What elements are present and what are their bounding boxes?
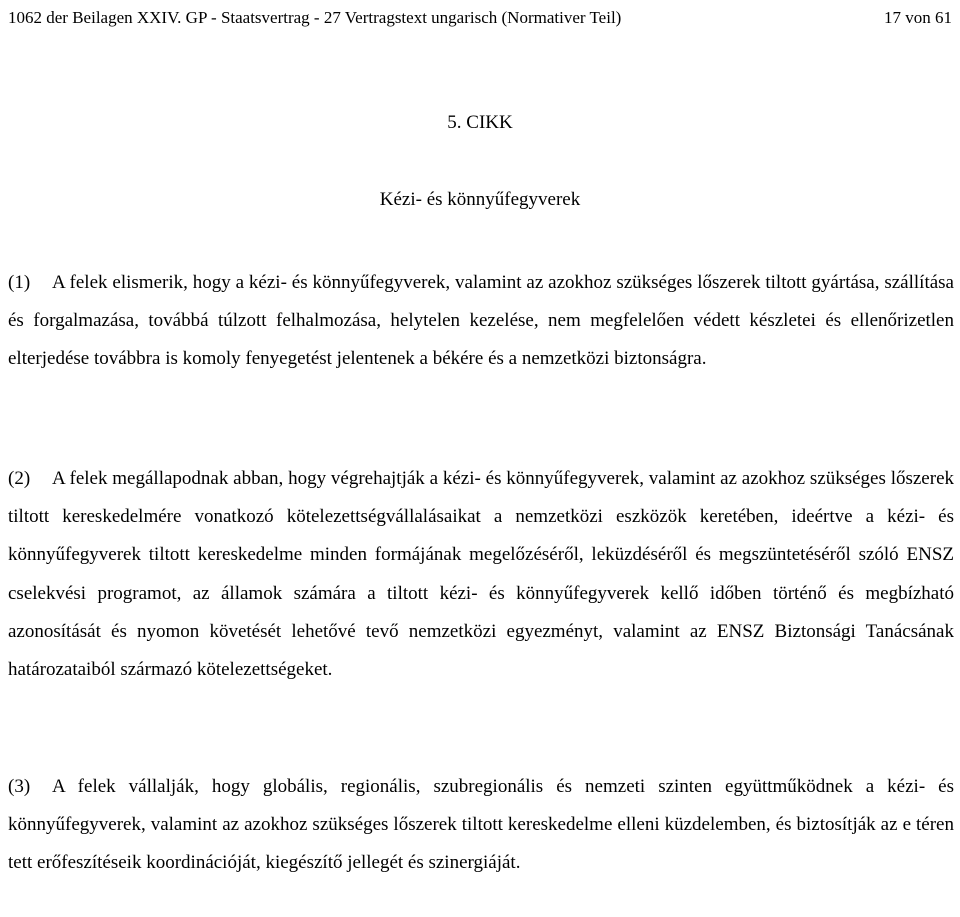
paragraph-text: A felek elismerik, hogy a kézi- és könnyűfegyverek, valamint az azokhoz szükséges lőszerek tiltott gyártása, szállítása és forgalmazása, továbbá túlzott felhalmozása, helytelen kezelése, nem megfelelően védett készletei és ellenőrizetlen elterjedése továbbra is komoly fenyegetést jelentenek a békére és a nemzetközi biztonságra. — [8, 272, 954, 370]
article-title: Kézi- és könnyűfegyverek — [379, 189, 581, 210]
page-number: 17 von 61 — [884, 8, 952, 27]
page-header — [8, 4, 952, 32]
paragraph-1 — [8, 264, 954, 379]
paragraph-3 — [8, 768, 954, 883]
document-reference: 1062 der Beilagen XXIV. GP - Staatsvertrag - 27 Vertragstext ungarisch (Normativer Teil) — [8, 8, 622, 27]
paragraph-2 — [8, 460, 954, 689]
paragraph-text: A felek megállapodnak abban, hogy végrehajtják a kézi- és könnyűfegyverek, valamint az azokhoz szükséges lőszerek tiltott kereskedelmére vonatkozó kötelezettségvállalásaikat a nemzetközi eszközök keretében, ideértve a kézi- és könnyűfegyverek tiltott kereskedelme minden formájának megelőzéséről, leküzdéséről és megszüntetéséről szóló ENSZ cselekvési programot, az államok számára a tiltott kézi- és könnyűfegyverek kellő időben történő és megbízható azonosítását és nyomon követését lehetővé tevő nemzetközi egyezményt, valamint az ENSZ Biztonsági Tanácsának határozataiból származó kötelezettségeket. — [8, 468, 954, 681]
paragraph-number: (1) — [8, 272, 31, 293]
paragraph-number: (3) — [8, 776, 31, 797]
article-number: 5. CIKK — [447, 112, 513, 133]
paragraph-number: (2) — [8, 468, 31, 489]
paragraph-text: A felek vállalják, hogy globális, regionális, szubregionális és nemzeti szinten együttműködnek a kézi- és könnyűfegyverek, valamint az azokhoz szükséges lőszerek tiltott kereskedelme elleni küzdelemben, és biztosítják az e téren tett erőfeszítéseik koordinációját, kiegészítő jellegét és szinergiáját. — [8, 776, 954, 874]
